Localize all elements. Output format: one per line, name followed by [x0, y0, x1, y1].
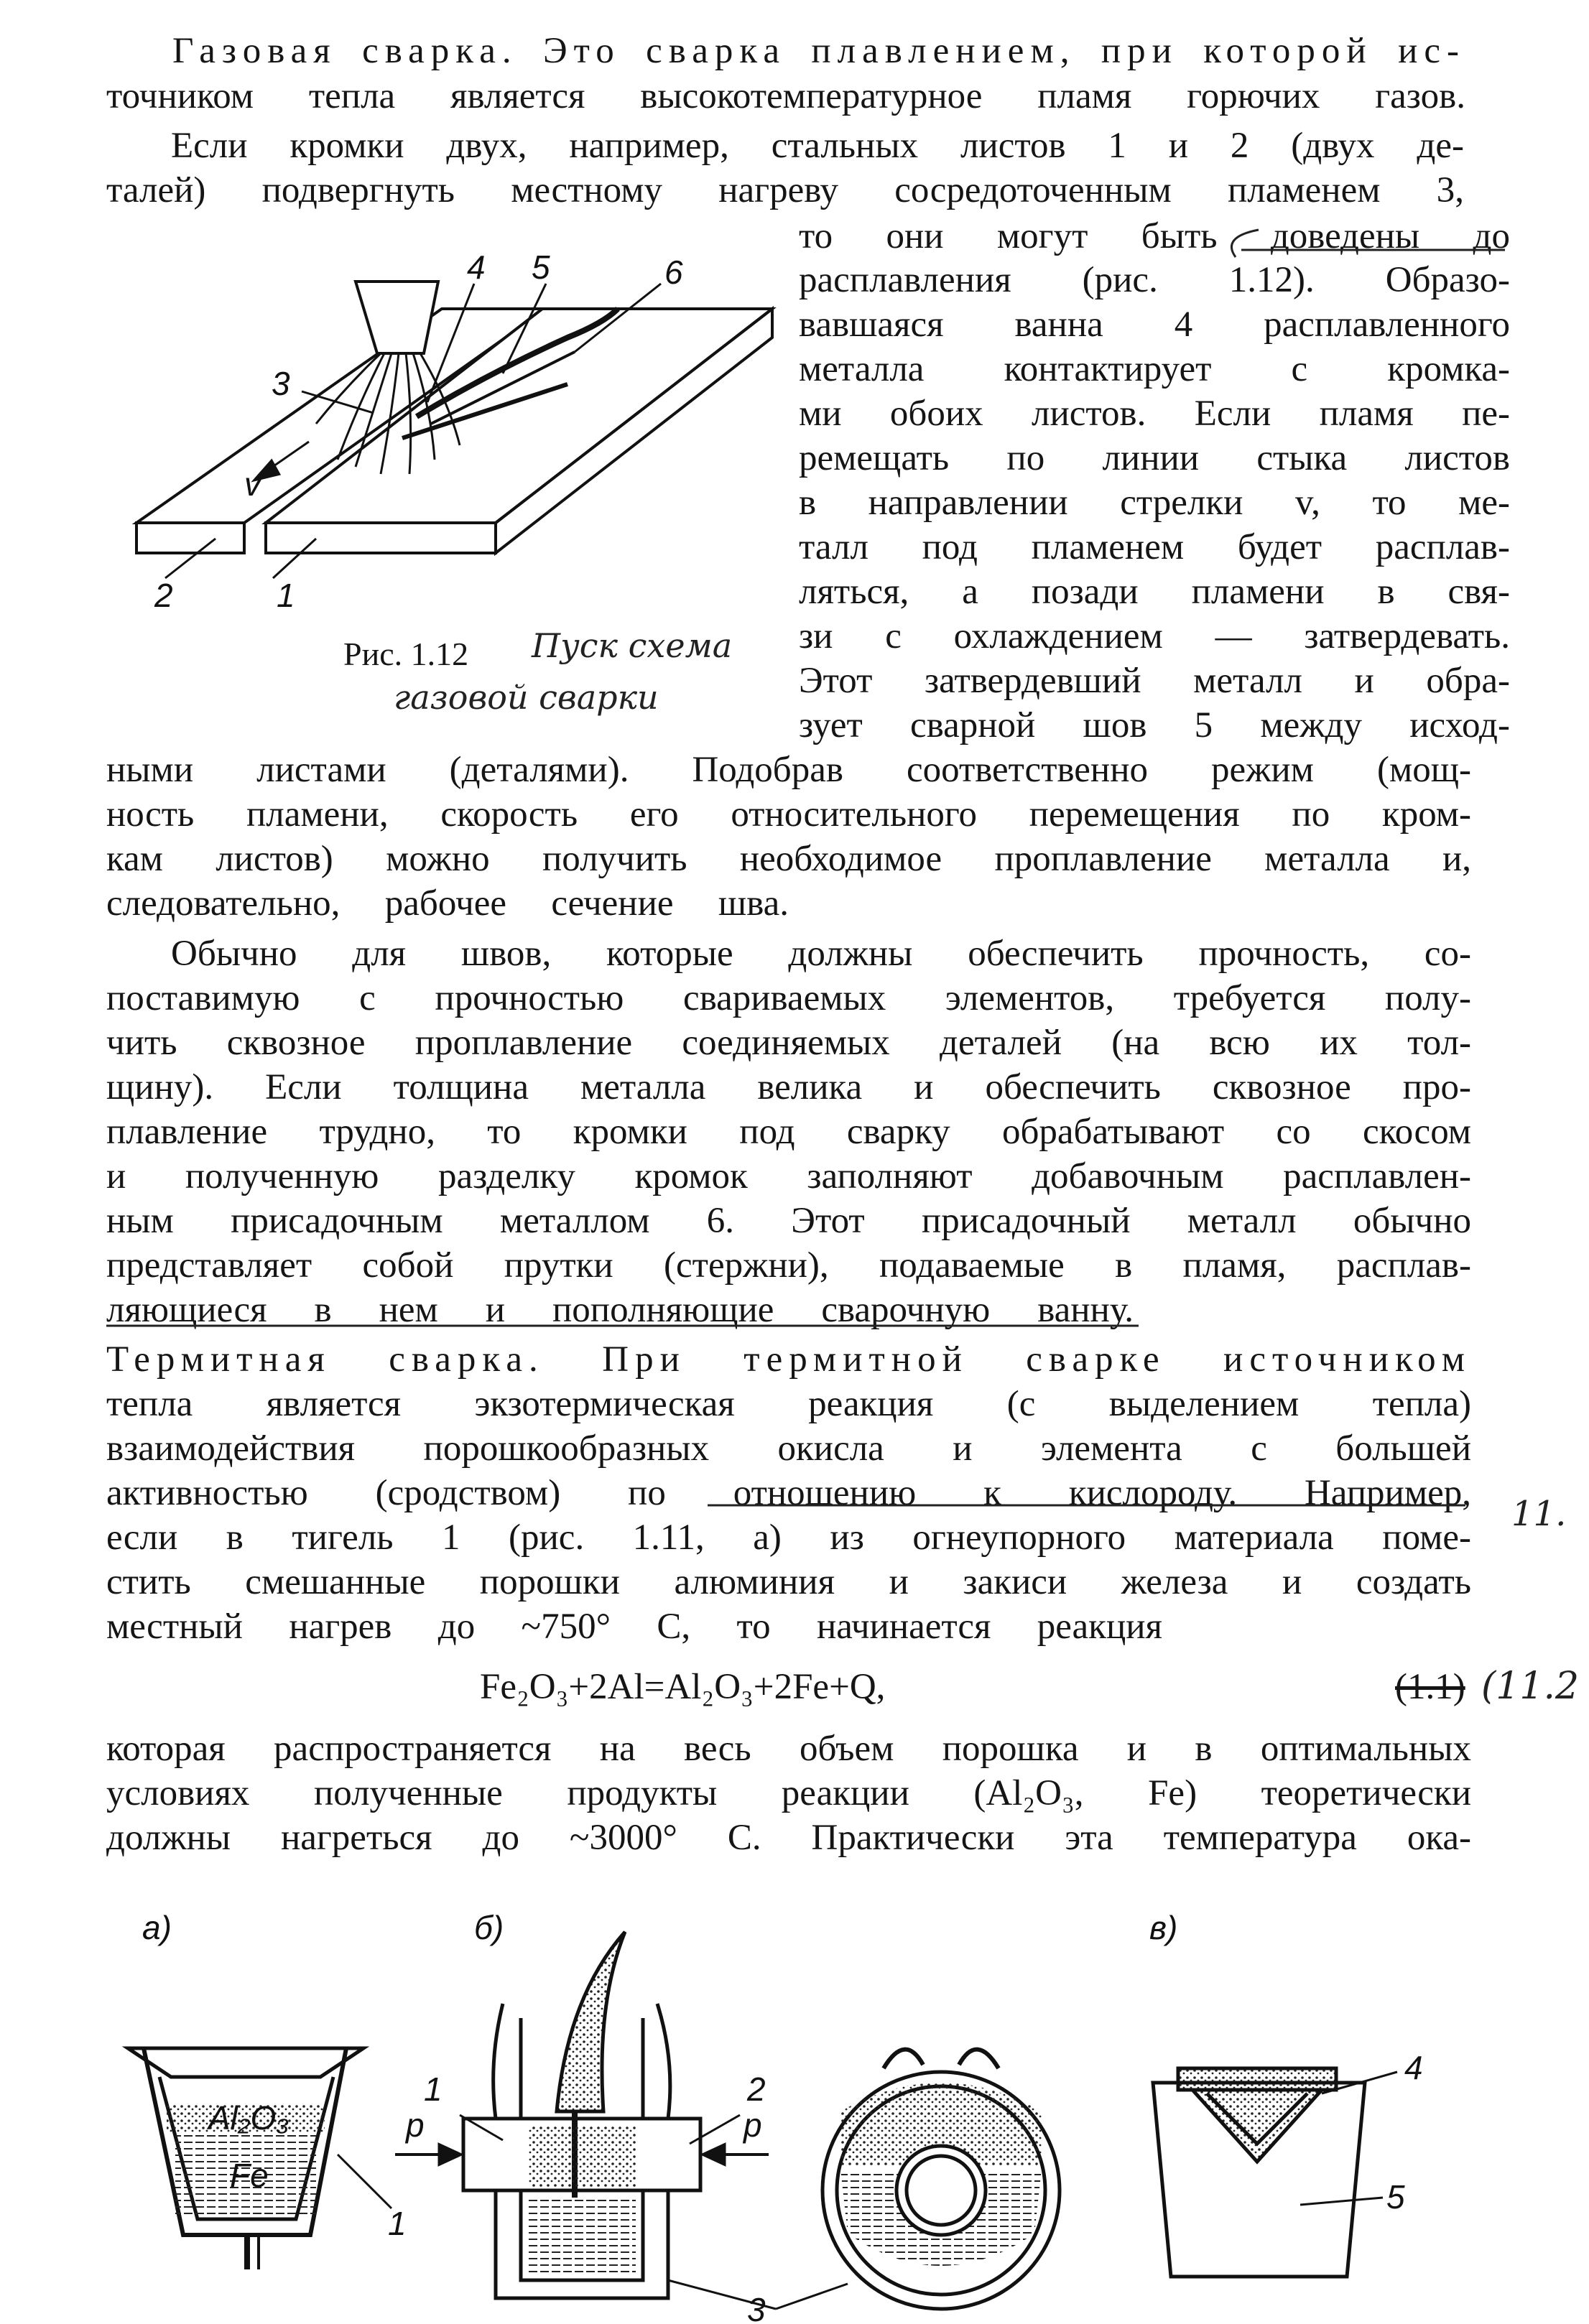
body-line: поставимую с прочностью свариваемых элементов, требуется полу- — [106, 978, 1471, 1018]
body-line: стить смешанные порошки алюминия и закиси железа и создать — [106, 1562, 1471, 1602]
label-v: v — [244, 465, 261, 503]
label-p-left: p — [406, 2106, 425, 2144]
equation-number: (1.1) — [1395, 1667, 1465, 1707]
body-line: ными листами (деталями). Подобрав соответственно режим (мощ- — [106, 750, 1471, 790]
figure2a-crucible — [128, 2048, 407, 2269]
body-line: то они могут быть доведены до — [799, 216, 1510, 256]
margin-note: 11. — [1511, 1494, 1567, 1534]
label-3: 3 — [272, 365, 290, 402]
label-5: 5 — [532, 248, 550, 286]
body-line: ляться, а позади пламени в свя- — [799, 572, 1510, 612]
label-1: 1 — [277, 577, 295, 614]
label-4: 4 — [467, 248, 486, 286]
figure1-gas-welding-diagram — [136, 248, 772, 614]
body-line: вавшаяся ванна 4 расплавленного — [799, 305, 1510, 345]
body-line: ным присадочным металлом 6. Этот присадочный металл обычно — [106, 1201, 1471, 1241]
label-fe: Fe — [230, 2157, 269, 2194]
label-1-mold: 1 — [424, 2070, 443, 2108]
label-5-casting: 5 — [1386, 2178, 1405, 2216]
body-line: если в тигель 1 (рис. 1.11, а) из огнеупорного материала поме- — [106, 1517, 1471, 1558]
label-al2o3: Al₂O₃ — [208, 2099, 289, 2137]
panel-a-label: а) — [142, 1909, 172, 1946]
body-line: плавление трудно, то кромки под сварку обрабатывают со скосом — [106, 1112, 1471, 1152]
equation: Fe₂O₃+2Al=Al₂O₃+2Fe+Q, — [480, 1667, 886, 1707]
body-line: расплавления (рис. 1.12). Образо- — [799, 260, 1510, 300]
label-2-mold: 2 — [747, 2070, 766, 2108]
label-p-right: p — [743, 2106, 762, 2144]
body-line: щину). Если толщина металла велика и обеспечить сквозное про- — [106, 1067, 1471, 1107]
figure2-panel-labels — [142, 1909, 1177, 1946]
body-line: следовательно, рабочее сечение шва. — [106, 883, 789, 924]
body-line: чить сквозное проплавление соединяемых деталей (на всю их тол- — [106, 1023, 1471, 1063]
body-line: талл под пламенем будет расплав- — [799, 527, 1510, 567]
figure1-caption-handwritten: Пуск схема — [532, 626, 733, 665]
body-line: и полученную разделку кромок заполняют добавочным расплавлен- — [106, 1156, 1471, 1196]
margin-note: (11.2 — [1481, 1665, 1580, 1708]
body-line: должны нагреться до ~3000° С. Практически эта температура ока- — [106, 1818, 1471, 1858]
heading-gas-welding-line: Газовая сварка. Это сварка плавлением, при которой ис- — [172, 31, 1465, 71]
label-3-cross: 3 — [747, 2291, 766, 2324]
body-line: Если кромки двух, например, стальных листов 1 и 2 (двух де- — [171, 126, 1464, 166]
body-line: ремещать по линии стыка листов — [799, 438, 1510, 478]
body-line: взаимодействия порошкообразных окисла и элемента с большей — [106, 1428, 1471, 1469]
body-line: зи с охлаждением — затвердевать. — [799, 616, 1510, 656]
body-line: которая распространяется на весь объем порошка и в оптимальных — [106, 1729, 1471, 1769]
body-line: металла контактирует с кромка- — [799, 349, 1510, 389]
figure1-caption: Рис. 1.12 — [343, 636, 469, 672]
body-line: ляющиеся в нем и пополняющие сварочную ванну. — [106, 1290, 1134, 1330]
body-line: талей) подвергнуть местному нагреву сосредоточенным пламенем 3, — [106, 170, 1464, 210]
figure2b-mold — [395, 1932, 776, 2309]
figure2b-cross-section — [747, 2050, 1060, 2324]
label-4-casting: 4 — [1404, 2049, 1423, 2086]
panel-c-label: в) — [1149, 1909, 1178, 1946]
body-line: в направлении стрелки v, то ме- — [799, 483, 1510, 523]
label-6: 6 — [664, 254, 683, 291]
body-line: представляет собой прутки (стержни), подаваемые в пламя, расплав- — [106, 1245, 1471, 1286]
body-line: зует сварной шов 5 между исход- — [799, 705, 1510, 745]
heading-thermite-welding-line: Термитная сварка. При термитной сварке источником — [106, 1339, 1471, 1380]
body-line: кам листов) можно получить необходимое проплавление металла и, — [106, 839, 1471, 879]
body-line: точником тепла является высокотемпературное пламя горючих газов. — [106, 76, 1465, 116]
label-2: 2 — [154, 577, 173, 614]
figure2c-casting — [1153, 2049, 1423, 2277]
panel-b-label: б) — [474, 1909, 504, 1946]
body-line: ми обоих листов. Если пламя пе- — [799, 394, 1510, 434]
body-line: условиях полученные продукты реакции (Al₂O₃, Fe) теоретически — [106, 1773, 1471, 1813]
body-line: местный нагрев до ~750° С, то начинается реакция — [106, 1607, 1162, 1647]
body-line: Обычно для швов, которые должны обеспечить прочность, со- — [171, 934, 1471, 974]
body-line: активностью (сродством) по отношению к кислороду. Например, — [106, 1473, 1471, 1513]
body-line: тепла является экзотермическая реакция (с выделением тепла) — [106, 1384, 1471, 1424]
body-line: ность пламени, скорость его относительного перемещения по кром- — [106, 794, 1471, 835]
figure1-caption-handwritten: газовой сварки — [394, 678, 659, 717]
body-line: Этот затвердевший металл и обра- — [799, 661, 1510, 701]
label-1-crucible: 1 — [388, 2205, 407, 2242]
